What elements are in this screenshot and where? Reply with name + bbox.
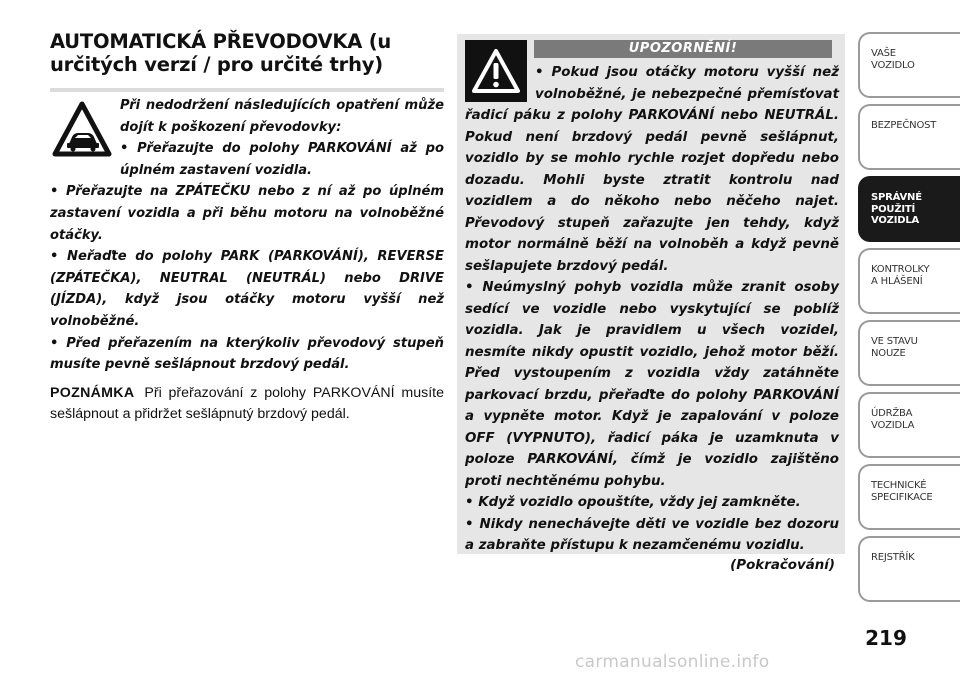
chapter-tab-label: VOZIDLA <box>871 215 920 226</box>
note-text: Při přeřazování z polohy PARKOVÁNÍ musíte sešlápnout a přidržet sešlápnutý brzdový pedál. <box>50 385 444 422</box>
chapter-tab-label: SPRÁVNÉ <box>871 192 922 203</box>
warning-text <box>465 62 839 557</box>
section-heading <box>50 30 450 76</box>
section-heading-line-2: určitých verzí / pro určité trhy) <box>50 53 383 76</box>
icon-spacer <box>465 62 535 100</box>
chapter-tab[interactable] <box>858 248 960 314</box>
caution-item: • Před přeřazením na kterýkoliv převodový stupeň musíte pevně sešlápnout brzdový pedál. <box>50 335 444 373</box>
chapter-tab[interactable] <box>858 320 960 386</box>
chapter-tab[interactable] <box>858 176 960 242</box>
chapter-tab-label: A HLÁŠENÍ <box>871 275 923 287</box>
warning-box <box>457 34 845 554</box>
chapter-tab-label: SPECIFIKACE <box>871 491 933 503</box>
note-paragraph <box>50 383 444 425</box>
caution-notice <box>50 88 444 376</box>
chapter-tab-label: REJSTŘÍK <box>871 552 915 563</box>
watermark: carmanualsonline.info <box>575 652 770 672</box>
caution-item: • Neřaďte do polohy PARK (PARKOVÁNÍ), REVERSE (ZPÁTEČKA), NEUTRAL (NEUTRÁL) nebo DRIVE (JÍZDA), když jsou otáčky motoru vyšší než volnoběžné. <box>50 249 444 329</box>
caution-notice-text <box>50 95 444 376</box>
caution-item: • Přeřazujte na ZPÁTEČKU nebo z ní až po úplném zastavení vozidla a při běhu motoru na volnoběžné otáčky. <box>50 184 444 243</box>
caution-item: • Přeřazujte do polohy PARKOVÁNÍ až po úplném zastavení vozidla. <box>120 141 444 178</box>
chapter-tab-label: VAŠE <box>871 48 896 59</box>
chapter-tab-label: NOUZE <box>871 347 906 359</box>
chapter-tab-label: VOZIDLA <box>871 419 915 431</box>
warning-item: • Když vozidlo opouštíte, vždy jej zamkněte. <box>465 495 801 510</box>
chapter-tabs <box>858 32 960 608</box>
chapter-tab-label: VE STAVU <box>871 336 918 347</box>
page-number: 219 <box>865 626 907 650</box>
chapter-tab-label: POUŽITÍ <box>871 203 916 215</box>
continued-label: (Pokračování) <box>730 558 835 573</box>
note-label: POZNÁMKA <box>50 385 135 401</box>
warning-item: • Pokud jsou otáčky motoru vyšší než volnoběžné, je nebezpečné přemísťovat řadicí páku z polohy PARKOVÁNÍ nebo NEUTRÁL. Pokud není brzdový pedál pevně sešlápnut, vozidlo by se mohlo rychle rozjet dopředu nebo dozadu. Mohli byste ztratit kontrolu nad vozidlem a do někoho nebo něčeho najet. Převodový stupeň zařazujte jen tehdy, když motor normálně běží na volnoběh a když pevně sešlapujete brzdový pedál. <box>465 65 839 274</box>
chapter-tab[interactable] <box>858 536 960 602</box>
chapter-tab-label: BEZPEČNOST <box>871 120 937 131</box>
chapter-tab-label: ÚDRŽBA <box>871 408 913 419</box>
caution-intro: Při nedodržení následujících opatření může dojít k poškození převodovky: <box>120 98 444 135</box>
chapter-tab-label: VOZIDLO <box>871 59 915 71</box>
chapter-tab[interactable] <box>858 104 960 170</box>
car-damage-icon <box>50 99 114 161</box>
chapter-tab-label: KONTROLKY <box>871 264 930 275</box>
warning-item: • Nikdy nenechávejte děti ve vozidle bez dozoru a zabraňte přístupu k nezamčenému vozidlu. <box>465 516 839 553</box>
chapter-tab[interactable] <box>858 464 960 530</box>
section-heading-line-1: AUTOMATICKÁ PŘEVODOVKA (u <box>50 30 392 53</box>
chapter-tab[interactable] <box>858 32 960 98</box>
chapter-tab-label: TECHNICKÉ <box>871 480 927 491</box>
chapter-tab[interactable] <box>858 392 960 458</box>
warning-title: UPOZORNĚNÍ! <box>534 40 832 58</box>
warning-item: • Neúmyslný pohyb vozidla může zranit osoby sedící ve vozidle nebo vyskytující se poblíž vozidla. Jak je pravidlem u všech vozidel, nesmíte nikdy opustit vozidlo, jehož motor běží. Před vystoupením z vozidla vždy zatáhněte parkovací brzdu, přeřaďte do polohy PARKOVÁNÍ a vypněte motor. Když je zapalování v poloze OFF (VYPNUTO), řadicí páka je uzamknuta v poloze PARKOVÁNÍ, čímž je vozidlo zajištěno proti nechtěnému pohybu. <box>465 280 839 489</box>
